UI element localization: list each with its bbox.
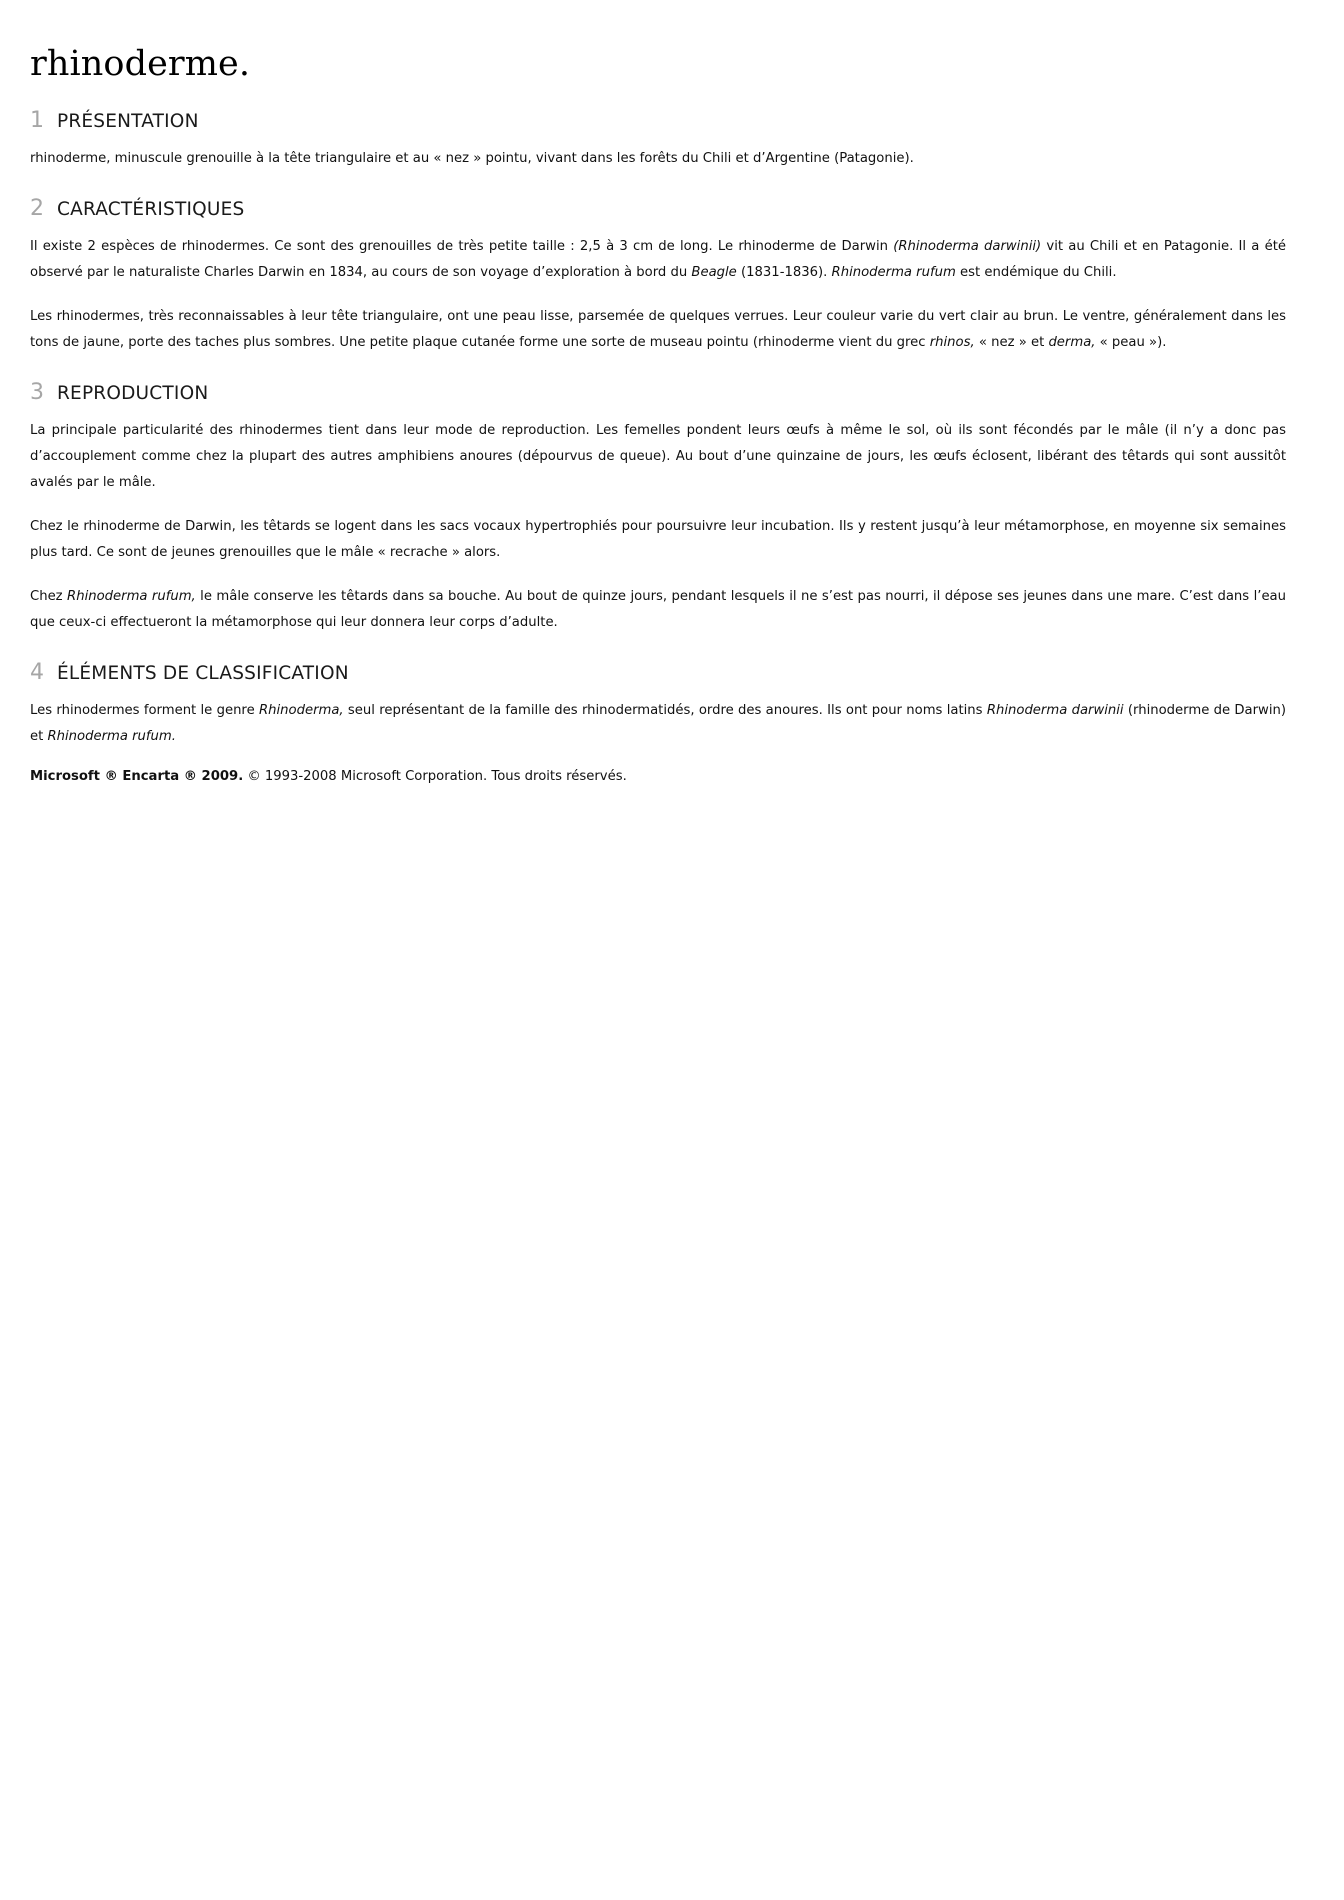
text-run: vit au Chili et en Patagonie. Il a été observé par le naturaliste Charles Darwin en 1834, au cours de son voyage d’exploration à bord du [30,239,1286,281]
emphasis-text: (Rhinoderma darwinii) [893,239,1042,255]
text-run: seul représentant de la famille des rhinodermatidés, ordre des anoures. Ils ont pour noms latins [343,703,987,719]
text-run: Il existe 2 espèces de rhinodermes. Ce sont des grenouilles de très petite taille : 2,5 à 3 cm de long. Le rhinoderme de Darwin [30,239,894,255]
document-sections [30,110,1286,750]
emphasis-text: rhinos, [929,335,975,351]
text-run: Les rhinodermes, très reconnaissables à leur tête triangulaire, ont une peau lisse, parsemée de quelques verrues. Leur couleur varie du vert clair au brun. Le ventre, généralement dans les tons de jaune, porte des taches plus sombres. Une petite plaque cutanée forme une sorte de museau pointu (rhinoderme vient du grec [30,309,1286,351]
text-run: « nez » et [974,335,1049,351]
text-run: Les rhinodermes forment le genre [30,703,259,719]
section-title: CARACTÉRISTIQUES [57,199,245,221]
strong-text: Microsoft ® Encarta ® 2009. [30,769,244,785]
text-run: « peau »). [1095,335,1167,351]
page-title: rhinoderme. [30,44,251,84]
section-number: 1 [30,108,44,134]
text-run: © 1993-2008 Microsoft Corporation. Tous droits réservés. [243,769,627,785]
document-section [30,110,1286,172]
section-heading [30,382,1286,404]
text-run: (rhinoderme de Darwin) et [30,703,1286,745]
section-title: PRÉSENTATION [57,111,199,133]
section-title: ÉLÉMENTS DE CLASSIFICATION [57,663,349,685]
section-title: REPRODUCTION [57,383,209,405]
emphasis-text: Beagle [691,265,737,281]
emphasis-text: Rhinoderma, [258,703,344,719]
text-run: le mâle conserve les têtards dans sa bouche. Au bout de quinze jours, pendant lesquels il ne s’est pas nourri, il dépose ses jeunes dans une mare. C’est dans l’eau que ceux-ci effectueront la métamorphose qui leur donnera leur corps d’adulte. [30,589,1286,631]
document-section [30,662,1286,750]
text-run: est endémique du Chili. [955,265,1117,281]
section-number: 4 [30,660,44,686]
body-paragraph [30,146,1286,172]
body-paragraph [30,234,1286,286]
body-paragraph [30,304,1286,356]
section-number: 2 [30,196,44,222]
text-run: La principale particularité des rhinodermes tient dans leur mode de reproduction. Les femelles pondent leurs œufs à même le sol, où ils sont fécondés par le mâle (il n’y a donc pas d’accouplement comme chez la plupart des autres amphibiens anoures (dépourvus de queue). Au bout d’une quinzaine de jours, les œufs éclosent, libérant des têtards qui sont aussitôt avalés par le mâle. [30,423,1286,491]
copyright-notice [30,764,1286,790]
emphasis-text: Rhinoderma rufum, [67,589,196,605]
document-section [30,198,1286,356]
emphasis-text: Rhinoderma rufum [831,265,956,281]
body-paragraph [30,584,1286,636]
body-paragraph [30,514,1286,566]
body-paragraph [30,698,1286,750]
section-heading [30,110,1286,132]
emphasis-text: Rhinoderma rufum. [47,729,176,745]
text-run: rhinoderme, minuscule grenouille à la tête triangulaire et au « nez » pointu, vivant dans les forêts du Chili et d’Argentine (Patagonie). [30,151,914,167]
section-heading [30,662,1286,684]
document-section [30,382,1286,636]
section-heading [30,198,1286,220]
section-number: 3 [30,380,44,406]
text-run: Chez [30,589,68,605]
emphasis-text: derma, [1048,335,1096,351]
text-run: (1831-1836). [736,265,832,281]
emphasis-text: Rhinoderma darwinii [986,703,1124,719]
text-run: Chez le rhinoderme de Darwin, les têtards se logent dans les sacs vocaux hypertrophiés pour poursuivre leur incubation. Ils y restent jusqu’à leur métamorphose, en moyenne six semaines plus tard. Ce sont de jeunes grenouilles que le mâle « recrache » alors. [30,519,1286,561]
body-paragraph [30,418,1286,496]
